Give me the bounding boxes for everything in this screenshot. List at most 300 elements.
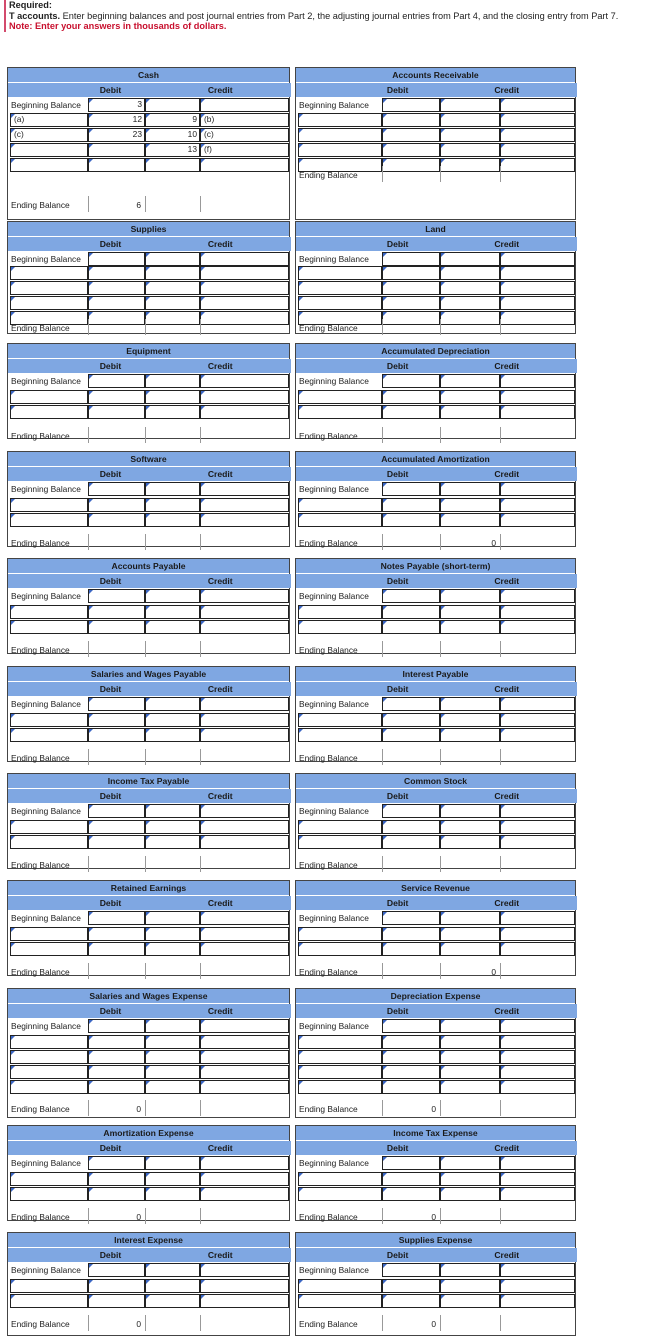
debit-entry-label-input[interactable] <box>298 296 382 310</box>
credit-label-input[interactable] <box>200 252 289 266</box>
credit-value-input[interactable] <box>145 98 200 112</box>
credit-label-input[interactable] <box>200 1156 289 1170</box>
debit-entry-label-input[interactable] <box>10 728 88 742</box>
credit-entry-label-input[interactable] <box>200 927 289 941</box>
debit-entry-label-input[interactable] <box>10 1035 88 1049</box>
credit-entry-label-input[interactable]: (f) <box>200 143 289 157</box>
credit-entry-label-input[interactable] <box>500 513 575 527</box>
debit-entry-value-input[interactable] <box>382 835 440 849</box>
credit-entry-value-input[interactable] <box>145 266 200 280</box>
credit-label-input[interactable] <box>500 697 575 711</box>
credit-entry-label-input[interactable]: (c) <box>200 128 289 142</box>
credit-entry-value-input[interactable] <box>145 942 200 956</box>
debit-entry-value-input[interactable] <box>88 266 145 280</box>
credit-entry-label-input[interactable] <box>200 158 289 172</box>
debit-entry-value-input[interactable] <box>88 728 145 742</box>
credit-label-input[interactable] <box>200 911 289 925</box>
debit-entry-value-input[interactable] <box>88 498 145 512</box>
credit-entry-label-input[interactable] <box>200 1187 289 1201</box>
column-divider <box>200 856 201 872</box>
credit-entry-label-input[interactable] <box>200 1294 289 1308</box>
debit-entry-label-input[interactable]: (c) <box>10 128 88 142</box>
debit-entry-value-input[interactable] <box>382 390 440 404</box>
credit-value-input[interactable] <box>145 252 200 266</box>
beginning-balance-input[interactable] <box>88 1263 145 1277</box>
credit-entry-label-input[interactable] <box>500 942 575 956</box>
credit-entry-label-input[interactable] <box>500 266 575 280</box>
debit-entry-label-input[interactable] <box>298 605 382 619</box>
debit-entry-label-input[interactable] <box>298 390 382 404</box>
credit-entry-value-input[interactable] <box>440 820 500 834</box>
debit-entry-value-input[interactable] <box>88 1035 145 1049</box>
debit-entry-label-input[interactable] <box>298 1294 382 1308</box>
debit-entry-label-input[interactable] <box>10 498 88 512</box>
credit-entry-label-input[interactable]: (b) <box>200 113 289 127</box>
credit-entry-value-input[interactable] <box>145 281 200 295</box>
debit-entry-label-input[interactable] <box>10 158 88 172</box>
debit-entry-label-input[interactable] <box>10 835 88 849</box>
credit-entry-label-input[interactable] <box>500 113 575 127</box>
debit-entry-value-input[interactable] <box>88 1294 145 1308</box>
beginning-balance-input[interactable] <box>382 697 440 711</box>
credit-entry-label-input[interactable] <box>500 1294 575 1308</box>
credit-entry-label-input[interactable] <box>200 728 289 742</box>
credit-entry-value-input[interactable] <box>440 281 500 295</box>
debit-entry-label-input[interactable] <box>10 405 88 419</box>
debit-entry-label-input[interactable] <box>298 266 382 280</box>
beginning-balance-input[interactable] <box>382 1019 440 1033</box>
debit-entry-label-input[interactable] <box>298 1279 382 1293</box>
debit-entry-value-input[interactable] <box>382 405 440 419</box>
credit-entry-value-input[interactable] <box>440 296 500 310</box>
debit-entry-label-input[interactable] <box>298 281 382 295</box>
beginning-balance-input[interactable] <box>382 98 440 112</box>
debit-entry-label-input[interactable] <box>10 296 88 310</box>
beginning-balance-input[interactable] <box>88 911 145 925</box>
credit-entry-value-input[interactable] <box>145 158 200 172</box>
debit-entry-label-input[interactable] <box>10 390 88 404</box>
credit-entry-value-input[interactable] <box>145 1080 200 1094</box>
credit-entry-label-input[interactable] <box>500 820 575 834</box>
debit-entry-value-input[interactable] <box>88 390 145 404</box>
beginning-balance-input[interactable] <box>88 697 145 711</box>
debit-entry-label-input[interactable] <box>298 1187 382 1201</box>
debit-entry-value-input[interactable] <box>382 820 440 834</box>
credit-value-input[interactable] <box>440 911 500 925</box>
credit-entry-value-input[interactable] <box>145 1172 200 1186</box>
credit-entry-value-input[interactable] <box>440 513 500 527</box>
credit-entry-label-input[interactable] <box>500 128 575 142</box>
credit-label-input[interactable] <box>500 1019 575 1033</box>
credit-value-input[interactable] <box>145 374 200 388</box>
debit-entry-value-input[interactable] <box>382 296 440 310</box>
credit-entry-value-input[interactable]: 10 <box>145 128 200 142</box>
debit-entry-label-input[interactable] <box>298 513 382 527</box>
ending-balance-label: Ending Balance <box>299 645 358 655</box>
debit-entry-label-input[interactable] <box>10 143 88 157</box>
credit-label-input[interactable] <box>200 697 289 711</box>
credit-entry-label-input[interactable] <box>500 1172 575 1186</box>
credit-entry-value-input[interactable]: 9 <box>145 113 200 127</box>
debit-entry-label-input[interactable] <box>10 1080 88 1094</box>
beginning-balance-input[interactable] <box>88 804 145 818</box>
debit-entry-value-input[interactable] <box>382 128 440 142</box>
credit-value-input[interactable] <box>440 697 500 711</box>
credit-entry-label-input[interactable] <box>500 1279 575 1293</box>
credit-entry-value-input[interactable] <box>145 1294 200 1308</box>
credit-label-input[interactable] <box>500 911 575 925</box>
credit-entry-label-input[interactable] <box>500 927 575 941</box>
credit-entry-value-input[interactable] <box>145 927 200 941</box>
credit-entry-label-input[interactable] <box>200 513 289 527</box>
credit-value-input[interactable] <box>145 482 200 496</box>
debit-entry-value-input[interactable] <box>382 113 440 127</box>
debit-entry-label-input[interactable] <box>298 143 382 157</box>
credit-entry-value-input[interactable] <box>145 405 200 419</box>
credit-entry-label-input[interactable] <box>500 390 575 404</box>
debit-entry-value-input[interactable] <box>382 498 440 512</box>
debit-entry-label-input[interactable] <box>298 728 382 742</box>
credit-entry-label-input[interactable] <box>500 728 575 742</box>
credit-label-input[interactable] <box>500 98 575 112</box>
debit-entry-label-input[interactable] <box>10 1172 88 1186</box>
debit-entry-label-input[interactable] <box>10 1294 88 1308</box>
debit-entry-label-input[interactable] <box>10 713 88 727</box>
credit-entry-value-input[interactable] <box>440 390 500 404</box>
debit-entry-value-input[interactable] <box>382 1294 440 1308</box>
credit-entry-value-input[interactable] <box>440 1050 500 1064</box>
credit-entry-label-input[interactable] <box>500 1187 575 1201</box>
debit-entry-value-input[interactable] <box>88 820 145 834</box>
beginning-balance-input[interactable] <box>382 1263 440 1277</box>
debit-entry-label-input[interactable] <box>298 835 382 849</box>
credit-value-input[interactable] <box>145 589 200 603</box>
debit-entry-value-input[interactable] <box>88 1080 145 1094</box>
credit-entry-label-input[interactable] <box>200 296 289 310</box>
credit-entry-value-input[interactable] <box>440 835 500 849</box>
credit-entry-label-input[interactable] <box>500 1050 575 1064</box>
debit-entry-label-input[interactable] <box>10 927 88 941</box>
t-account-cash <box>7 67 290 220</box>
debit-entry-value-input[interactable] <box>88 1172 145 1186</box>
beginning-balance-input[interactable] <box>382 804 440 818</box>
debit-entry-value-input[interactable] <box>88 620 145 634</box>
credit-entry-label-input[interactable] <box>200 311 289 325</box>
instruction-bold: T accounts. <box>9 10 61 21</box>
debit-entry-label-input[interactable] <box>10 281 88 295</box>
credit-entry-label-input[interactable] <box>200 713 289 727</box>
debit-entry-value-input[interactable] <box>382 1080 440 1094</box>
beginning-balance-input[interactable] <box>382 1156 440 1170</box>
credit-entry-label-input[interactable] <box>200 266 289 280</box>
debit-entry-value-input[interactable] <box>382 1279 440 1293</box>
credit-entry-value-input[interactable] <box>145 311 200 325</box>
credit-entry-label-input[interactable] <box>200 835 289 849</box>
debit-entry-label-input[interactable] <box>298 405 382 419</box>
credit-entry-value-input[interactable] <box>440 405 500 419</box>
credit-entry-label-input[interactable] <box>200 281 289 295</box>
debit-entry-value-input[interactable] <box>88 835 145 849</box>
beginning-balance-input[interactable] <box>382 589 440 603</box>
ending-balance-label: Ending Balance <box>299 170 358 180</box>
credit-label-input[interactable] <box>200 1263 289 1277</box>
credit-entry-value-input[interactable] <box>440 713 500 727</box>
debit-entry-value-input[interactable] <box>382 942 440 956</box>
credit-entry-value-input[interactable] <box>440 1065 500 1079</box>
credit-label-input[interactable] <box>500 1263 575 1277</box>
debit-entry-label-input[interactable] <box>298 927 382 941</box>
credit-entry-label-input[interactable] <box>500 281 575 295</box>
credit-label-input[interactable] <box>200 804 289 818</box>
credit-entry-label-input[interactable] <box>200 605 289 619</box>
debit-entry-value-input[interactable] <box>382 927 440 941</box>
ending-balance-debit-value <box>382 429 436 443</box>
credit-entry-value-input[interactable] <box>145 498 200 512</box>
credit-entry-value-input[interactable] <box>440 1080 500 1094</box>
credit-entry-value-input[interactable] <box>440 1035 500 1049</box>
credit-entry-value-input[interactable] <box>440 605 500 619</box>
credit-value-input[interactable] <box>440 589 500 603</box>
column-divider <box>500 166 501 182</box>
debit-entry-value-input[interactable] <box>88 605 145 619</box>
debit-entry-value-input[interactable] <box>382 266 440 280</box>
debit-entry-value-input[interactable] <box>382 728 440 742</box>
credit-entry-value-input[interactable] <box>145 605 200 619</box>
debit-entry-value-input[interactable] <box>382 1035 440 1049</box>
credit-entry-value-input[interactable] <box>145 1065 200 1079</box>
debit-entry-value-input[interactable] <box>382 713 440 727</box>
credit-value-input[interactable] <box>440 374 500 388</box>
debit-entry-value-input[interactable] <box>382 1050 440 1064</box>
debit-entry-label-input[interactable] <box>298 820 382 834</box>
credit-entry-value-input[interactable] <box>145 820 200 834</box>
credit-entry-label-input[interactable] <box>500 1035 575 1049</box>
credit-entry-value-input[interactable] <box>145 620 200 634</box>
beginning-balance-input[interactable] <box>88 589 145 603</box>
credit-entry-label-input[interactable] <box>200 1279 289 1293</box>
credit-entry-value-input[interactable] <box>440 158 500 172</box>
debit-entry-label-input[interactable] <box>10 605 88 619</box>
credit-entry-label-input[interactable] <box>200 390 289 404</box>
credit-label-input[interactable] <box>200 98 289 112</box>
debit-entry-label-input[interactable] <box>10 513 88 527</box>
credit-value-input[interactable] <box>145 697 200 711</box>
credit-entry-label-input[interactable] <box>500 605 575 619</box>
credit-entry-value-input[interactable] <box>145 1050 200 1064</box>
credit-header: Credit <box>437 1004 578 1018</box>
debit-entry-label-input[interactable] <box>10 1187 88 1201</box>
column-divider <box>88 641 89 657</box>
column-divider <box>88 534 89 550</box>
debit-entry-label-input[interactable] <box>10 1050 88 1064</box>
credit-value-input[interactable] <box>440 252 500 266</box>
debit-entry-label-input[interactable] <box>298 1065 382 1079</box>
credit-label-input[interactable] <box>500 252 575 266</box>
debit-entry-label-input[interactable] <box>298 620 382 634</box>
debit-entry-value-input[interactable] <box>88 1065 145 1079</box>
ending-balance-label: Ending Balance <box>299 753 358 763</box>
credit-entry-value-input[interactable] <box>440 620 500 634</box>
credit-value-input[interactable] <box>145 1019 200 1033</box>
debit-entry-value-input[interactable]: 23 <box>88 128 145 142</box>
credit-entry-value-input[interactable] <box>145 390 200 404</box>
credit-entry-label-input[interactable] <box>200 405 289 419</box>
credit-entry-value-input[interactable] <box>440 1279 500 1293</box>
credit-value-input[interactable] <box>440 1263 500 1277</box>
credit-value-input[interactable] <box>440 1156 500 1170</box>
debit-entry-label-input[interactable] <box>298 1050 382 1064</box>
debit-entry-value-input[interactable] <box>88 281 145 295</box>
t-account-salaries-and-wages-expense <box>7 988 290 1118</box>
debit-entry-value-input[interactable]: 12 <box>88 113 145 127</box>
beginning-balance-input[interactable] <box>88 374 145 388</box>
debit-entry-label-input[interactable] <box>10 1279 88 1293</box>
credit-entry-label-input[interactable] <box>500 620 575 634</box>
beginning-balance-input[interactable] <box>382 482 440 496</box>
beginning-balance-input[interactable] <box>88 1019 145 1033</box>
credit-entry-value-input[interactable] <box>145 1279 200 1293</box>
credit-entry-value-input[interactable] <box>145 513 200 527</box>
credit-entry-value-input[interactable] <box>440 927 500 941</box>
credit-value-input[interactable] <box>440 804 500 818</box>
credit-label-input[interactable] <box>200 374 289 388</box>
debit-entry-label-input[interactable]: (a) <box>10 113 88 127</box>
credit-entry-value-input[interactable] <box>440 498 500 512</box>
debit-entry-label-input[interactable] <box>298 942 382 956</box>
credit-entry-label-input[interactable] <box>200 1065 289 1079</box>
credit-entry-label-input[interactable] <box>200 620 289 634</box>
credit-label-input[interactable] <box>200 589 289 603</box>
credit-entry-value-input[interactable] <box>145 1035 200 1049</box>
credit-value-input[interactable] <box>145 1156 200 1170</box>
beginning-balance-input[interactable]: 3 <box>88 98 145 112</box>
credit-entry-label-input[interactable] <box>200 1050 289 1064</box>
credit-value-input[interactable] <box>145 911 200 925</box>
debit-entry-value-input[interactable] <box>382 513 440 527</box>
debit-entry-label-input[interactable] <box>298 1035 382 1049</box>
credit-entry-value-input[interactable] <box>440 143 500 157</box>
credit-entry-label-input[interactable] <box>200 1080 289 1094</box>
credit-entry-label-input[interactable] <box>200 820 289 834</box>
credit-entry-label-input[interactable] <box>500 835 575 849</box>
debit-entry-value-input[interactable] <box>88 296 145 310</box>
debit-entry-label-input[interactable] <box>298 113 382 127</box>
debit-entry-value-input[interactable] <box>382 143 440 157</box>
debit-entry-value-input[interactable] <box>382 1172 440 1186</box>
debit-entry-label-input[interactable] <box>298 1080 382 1094</box>
credit-entry-value-input[interactable] <box>440 728 500 742</box>
debit-entry-label-input[interactable] <box>10 942 88 956</box>
debit-entry-value-input[interactable] <box>88 1050 145 1064</box>
ending-balance-label: Ending Balance <box>11 860 70 870</box>
credit-entry-value-input[interactable] <box>440 1294 500 1308</box>
credit-entry-label-input[interactable] <box>200 942 289 956</box>
debit-entry-value-input[interactable] <box>382 281 440 295</box>
beginning-balance-input[interactable] <box>88 482 145 496</box>
beginning-balance-input[interactable] <box>88 252 145 266</box>
debit-entry-value-input[interactable] <box>88 143 145 157</box>
credit-entry-label-input[interactable] <box>500 143 575 157</box>
credit-entry-value-input[interactable] <box>145 713 200 727</box>
credit-entry-value-input[interactable]: 13 <box>145 143 200 157</box>
credit-label-input[interactable] <box>500 1156 575 1170</box>
debit-entry-value-input[interactable] <box>88 158 145 172</box>
debit-entry-label-input[interactable] <box>10 266 88 280</box>
credit-label-input[interactable] <box>500 374 575 388</box>
credit-entry-label-input[interactable] <box>500 405 575 419</box>
debit-entry-label-input[interactable] <box>298 128 382 142</box>
debit-entry-label-input[interactable] <box>298 1172 382 1186</box>
credit-entry-value-input[interactable] <box>145 728 200 742</box>
debit-entry-value-input[interactable] <box>382 605 440 619</box>
debit-entry-label-input[interactable] <box>298 498 382 512</box>
credit-value-input[interactable] <box>440 98 500 112</box>
credit-entry-label-input[interactable] <box>500 311 575 325</box>
credit-entry-value-input[interactable] <box>440 1187 500 1201</box>
credit-entry-value-input[interactable] <box>145 835 200 849</box>
debit-entry-value-input[interactable] <box>382 1187 440 1201</box>
credit-entry-label-input[interactable] <box>500 1080 575 1094</box>
debit-entry-value-input[interactable] <box>382 1065 440 1079</box>
debit-entry-value-input[interactable] <box>88 513 145 527</box>
debit-entry-label-input[interactable] <box>10 820 88 834</box>
debit-entry-value-input[interactable] <box>88 942 145 956</box>
debit-entry-value-input[interactable] <box>88 927 145 941</box>
debit-entry-value-input[interactable] <box>382 620 440 634</box>
credit-entry-value-input[interactable] <box>145 296 200 310</box>
credit-entry-value-input[interactable] <box>440 1172 500 1186</box>
credit-label-input[interactable] <box>200 1019 289 1033</box>
column-divider <box>145 196 146 212</box>
credit-entry-label-input[interactable] <box>200 1172 289 1186</box>
beginning-balance-input[interactable] <box>382 374 440 388</box>
ending-balance-label: Ending Balance <box>11 431 70 441</box>
credit-entry-label-input[interactable] <box>200 498 289 512</box>
credit-label-input[interactable] <box>200 482 289 496</box>
credit-entry-label-input[interactable] <box>500 158 575 172</box>
debit-entry-value-input[interactable] <box>88 713 145 727</box>
debit-entry-label-input[interactable] <box>10 1065 88 1079</box>
credit-entry-value-input[interactable] <box>440 266 500 280</box>
debit-entry-value-input[interactable] <box>88 1279 145 1293</box>
beginning-balance-input[interactable] <box>88 1156 145 1170</box>
debit-entry-value-input[interactable] <box>88 1187 145 1201</box>
credit-entry-label-input[interactable] <box>500 498 575 512</box>
credit-entry-value-input[interactable] <box>145 1187 200 1201</box>
credit-value-input[interactable] <box>440 482 500 496</box>
credit-value-input[interactable] <box>145 1263 200 1277</box>
credit-value-input[interactable] <box>440 1019 500 1033</box>
credit-entry-label-input[interactable] <box>500 296 575 310</box>
debit-entry-label-input[interactable] <box>10 620 88 634</box>
credit-entry-value-input[interactable] <box>440 942 500 956</box>
credit-entry-label-input[interactable] <box>500 1065 575 1079</box>
credit-entry-value-input[interactable] <box>440 311 500 325</box>
beginning-balance-input[interactable] <box>382 252 440 266</box>
credit-entry-label-input[interactable] <box>500 713 575 727</box>
debit-entry-label-input[interactable] <box>298 713 382 727</box>
credit-label-input[interactable] <box>500 804 575 818</box>
credit-label-input[interactable] <box>500 589 575 603</box>
t-account-common-stock <box>295 773 576 869</box>
credit-entry-label-input[interactable] <box>200 1035 289 1049</box>
credit-value-input[interactable] <box>145 804 200 818</box>
debit-entry-value-input[interactable] <box>88 405 145 419</box>
beginning-balance-input[interactable] <box>382 911 440 925</box>
credit-label-input[interactable] <box>500 482 575 496</box>
credit-entry-value-input[interactable] <box>440 113 500 127</box>
credit-entry-value-input[interactable] <box>440 128 500 142</box>
